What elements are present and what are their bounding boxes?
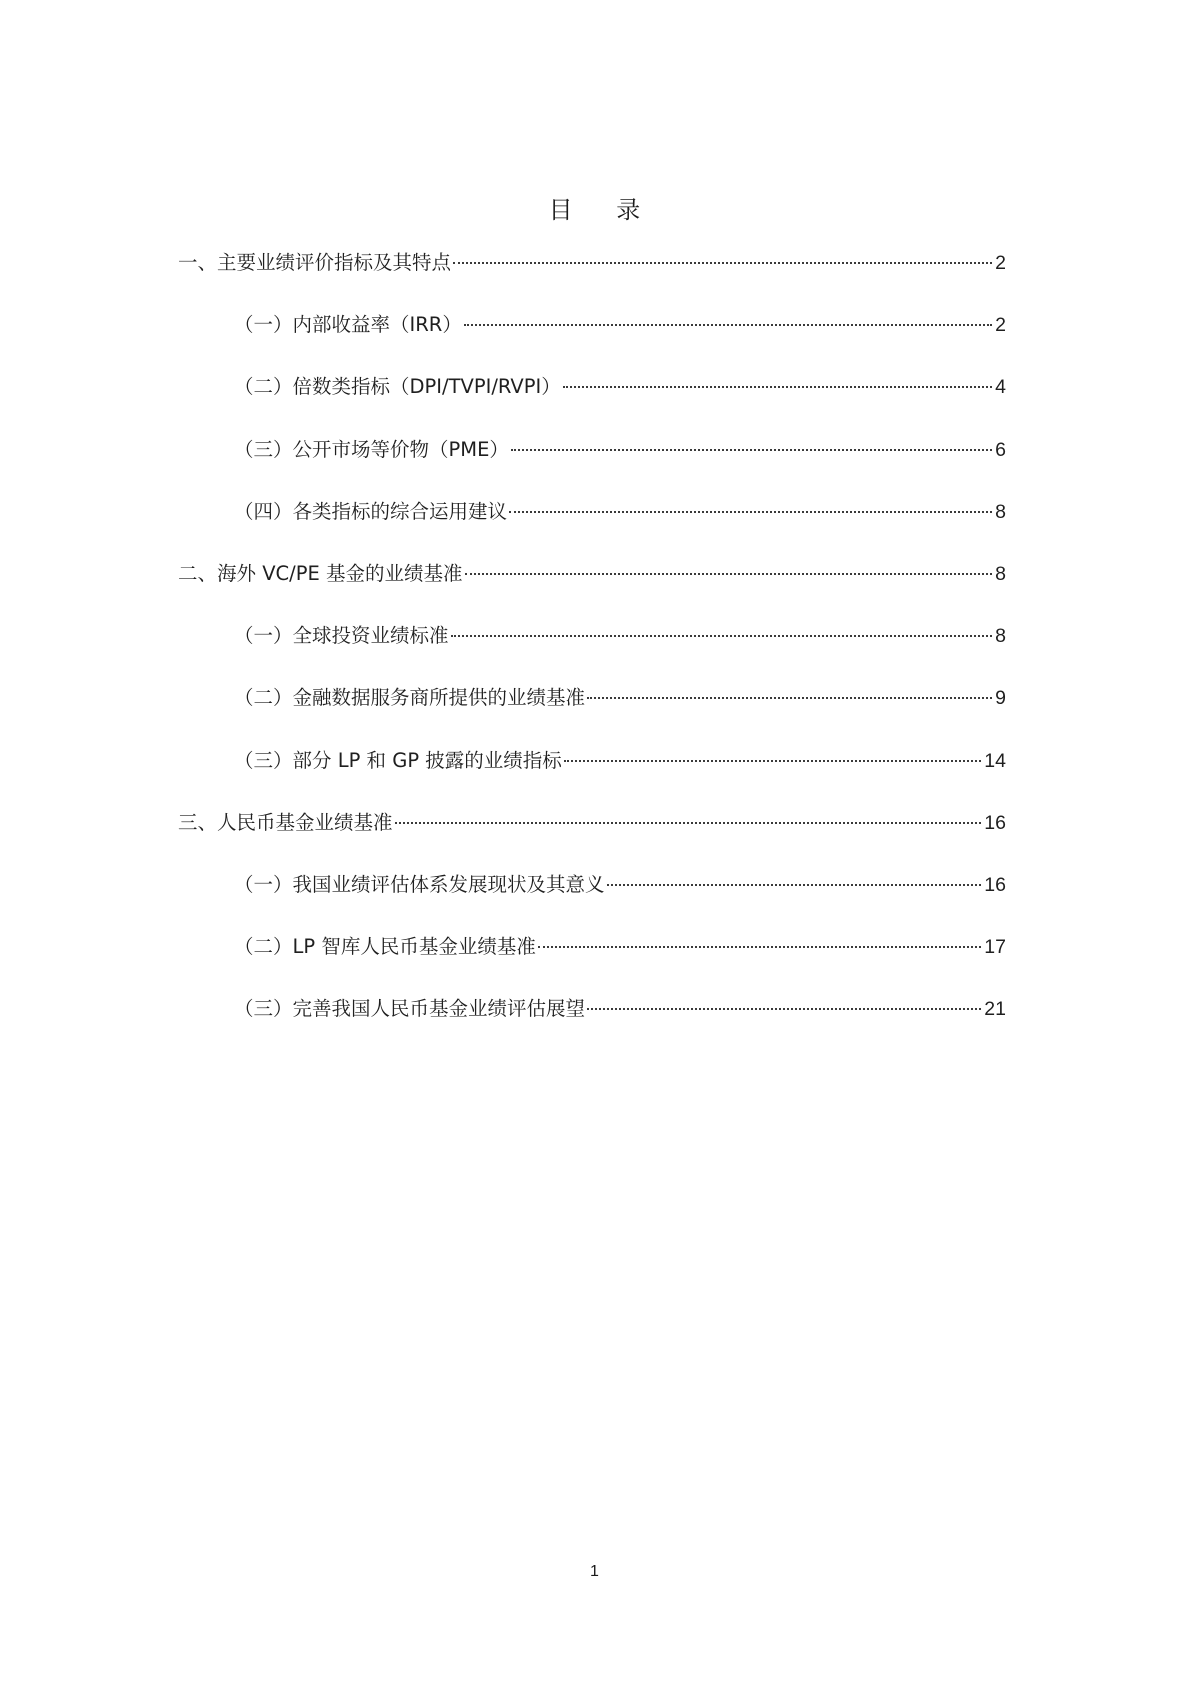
toc-entry[interactable] [178, 748, 1006, 810]
toc-entry-page: 8 [995, 500, 1006, 523]
toc-entry[interactable] [178, 561, 1006, 623]
toc-entry-label: （三）公开市场等价物（PME） [234, 437, 509, 461]
toc-entry[interactable] [178, 996, 1006, 1058]
toc-entry-label: （二）倍数类指标（DPI/TVPI/RVPI） [234, 375, 561, 399]
toc-entry-page: 2 [995, 252, 1006, 274]
toc-dot-leader [587, 1008, 981, 1010]
toc-entry-label: （一）全球投资业绩标准 [234, 624, 449, 648]
toc-entry[interactable] [178, 374, 1006, 436]
toc-dot-leader [453, 262, 992, 264]
toc-dot-leader [465, 573, 993, 575]
toc-dot-leader [451, 635, 993, 637]
toc-entry[interactable] [178, 934, 1006, 996]
toc-entry-label: （二）LP 智库人民币基金业绩基准 [234, 935, 536, 959]
toc-entry[interactable] [178, 250, 1006, 312]
toc-dot-leader [564, 760, 982, 762]
toc-entry-page: 16 [984, 873, 1006, 896]
toc-entry-label: （二）金融数据服务商所提供的业绩基准 [234, 686, 586, 710]
page-title: 目 录 [548, 196, 659, 224]
toc-entry-label: （三）部分 LP 和 GP 披露的业绩指标 [234, 748, 562, 772]
toc-entry-page: 6 [995, 438, 1006, 461]
toc-entry-page: 9 [995, 687, 1006, 710]
toc-dot-leader [395, 822, 982, 824]
toc-entry-label: （一）内部收益率（IRR） [234, 313, 462, 337]
toc-dot-leader [511, 449, 992, 451]
toc-entry[interactable] [178, 623, 1006, 685]
toc-entry-page: 17 [984, 936, 1006, 959]
toc-entry-page: 16 [984, 811, 1006, 834]
toc-entry-page: 8 [995, 562, 1006, 585]
table-of-contents [178, 250, 1006, 1058]
toc-entry[interactable] [178, 437, 1006, 499]
toc-entry-page: 8 [995, 625, 1006, 648]
toc-dot-leader [563, 386, 992, 388]
toc-entry-page: 21 [984, 998, 1006, 1021]
toc-dot-leader [538, 946, 981, 948]
toc-entry-page: 4 [995, 376, 1006, 399]
toc-dot-leader [509, 511, 992, 513]
toc-entry[interactable] [178, 810, 1006, 872]
page-number: 1 [590, 1563, 599, 1580]
toc-entry-label: 二、海外 VC/PE 基金的业绩基准 [178, 561, 463, 585]
toc-dot-leader [587, 697, 992, 699]
toc-entry-label: （一）我国业绩评估体系发展现状及其意义 [234, 872, 605, 896]
toc-entry[interactable] [178, 499, 1006, 561]
toc-entry[interactable] [178, 872, 1006, 934]
toc-entry-label: 三、人民币基金业绩基准 [178, 810, 393, 834]
toc-entry-label: 一、主要业绩评价指标及其特点 [178, 251, 452, 274]
toc-entry-label: （四）各类指标的综合运用建议 [234, 499, 508, 523]
toc-entry-label: （三）完善我国人民币基金业绩评估展望 [234, 997, 586, 1021]
toc-entry[interactable] [178, 685, 1006, 747]
toc-entry-page: 14 [984, 749, 1006, 772]
toc-dot-leader [607, 884, 982, 886]
toc-dot-leader [464, 324, 992, 326]
toc-entry[interactable] [178, 312, 1006, 374]
toc-entry-page: 2 [995, 314, 1006, 337]
